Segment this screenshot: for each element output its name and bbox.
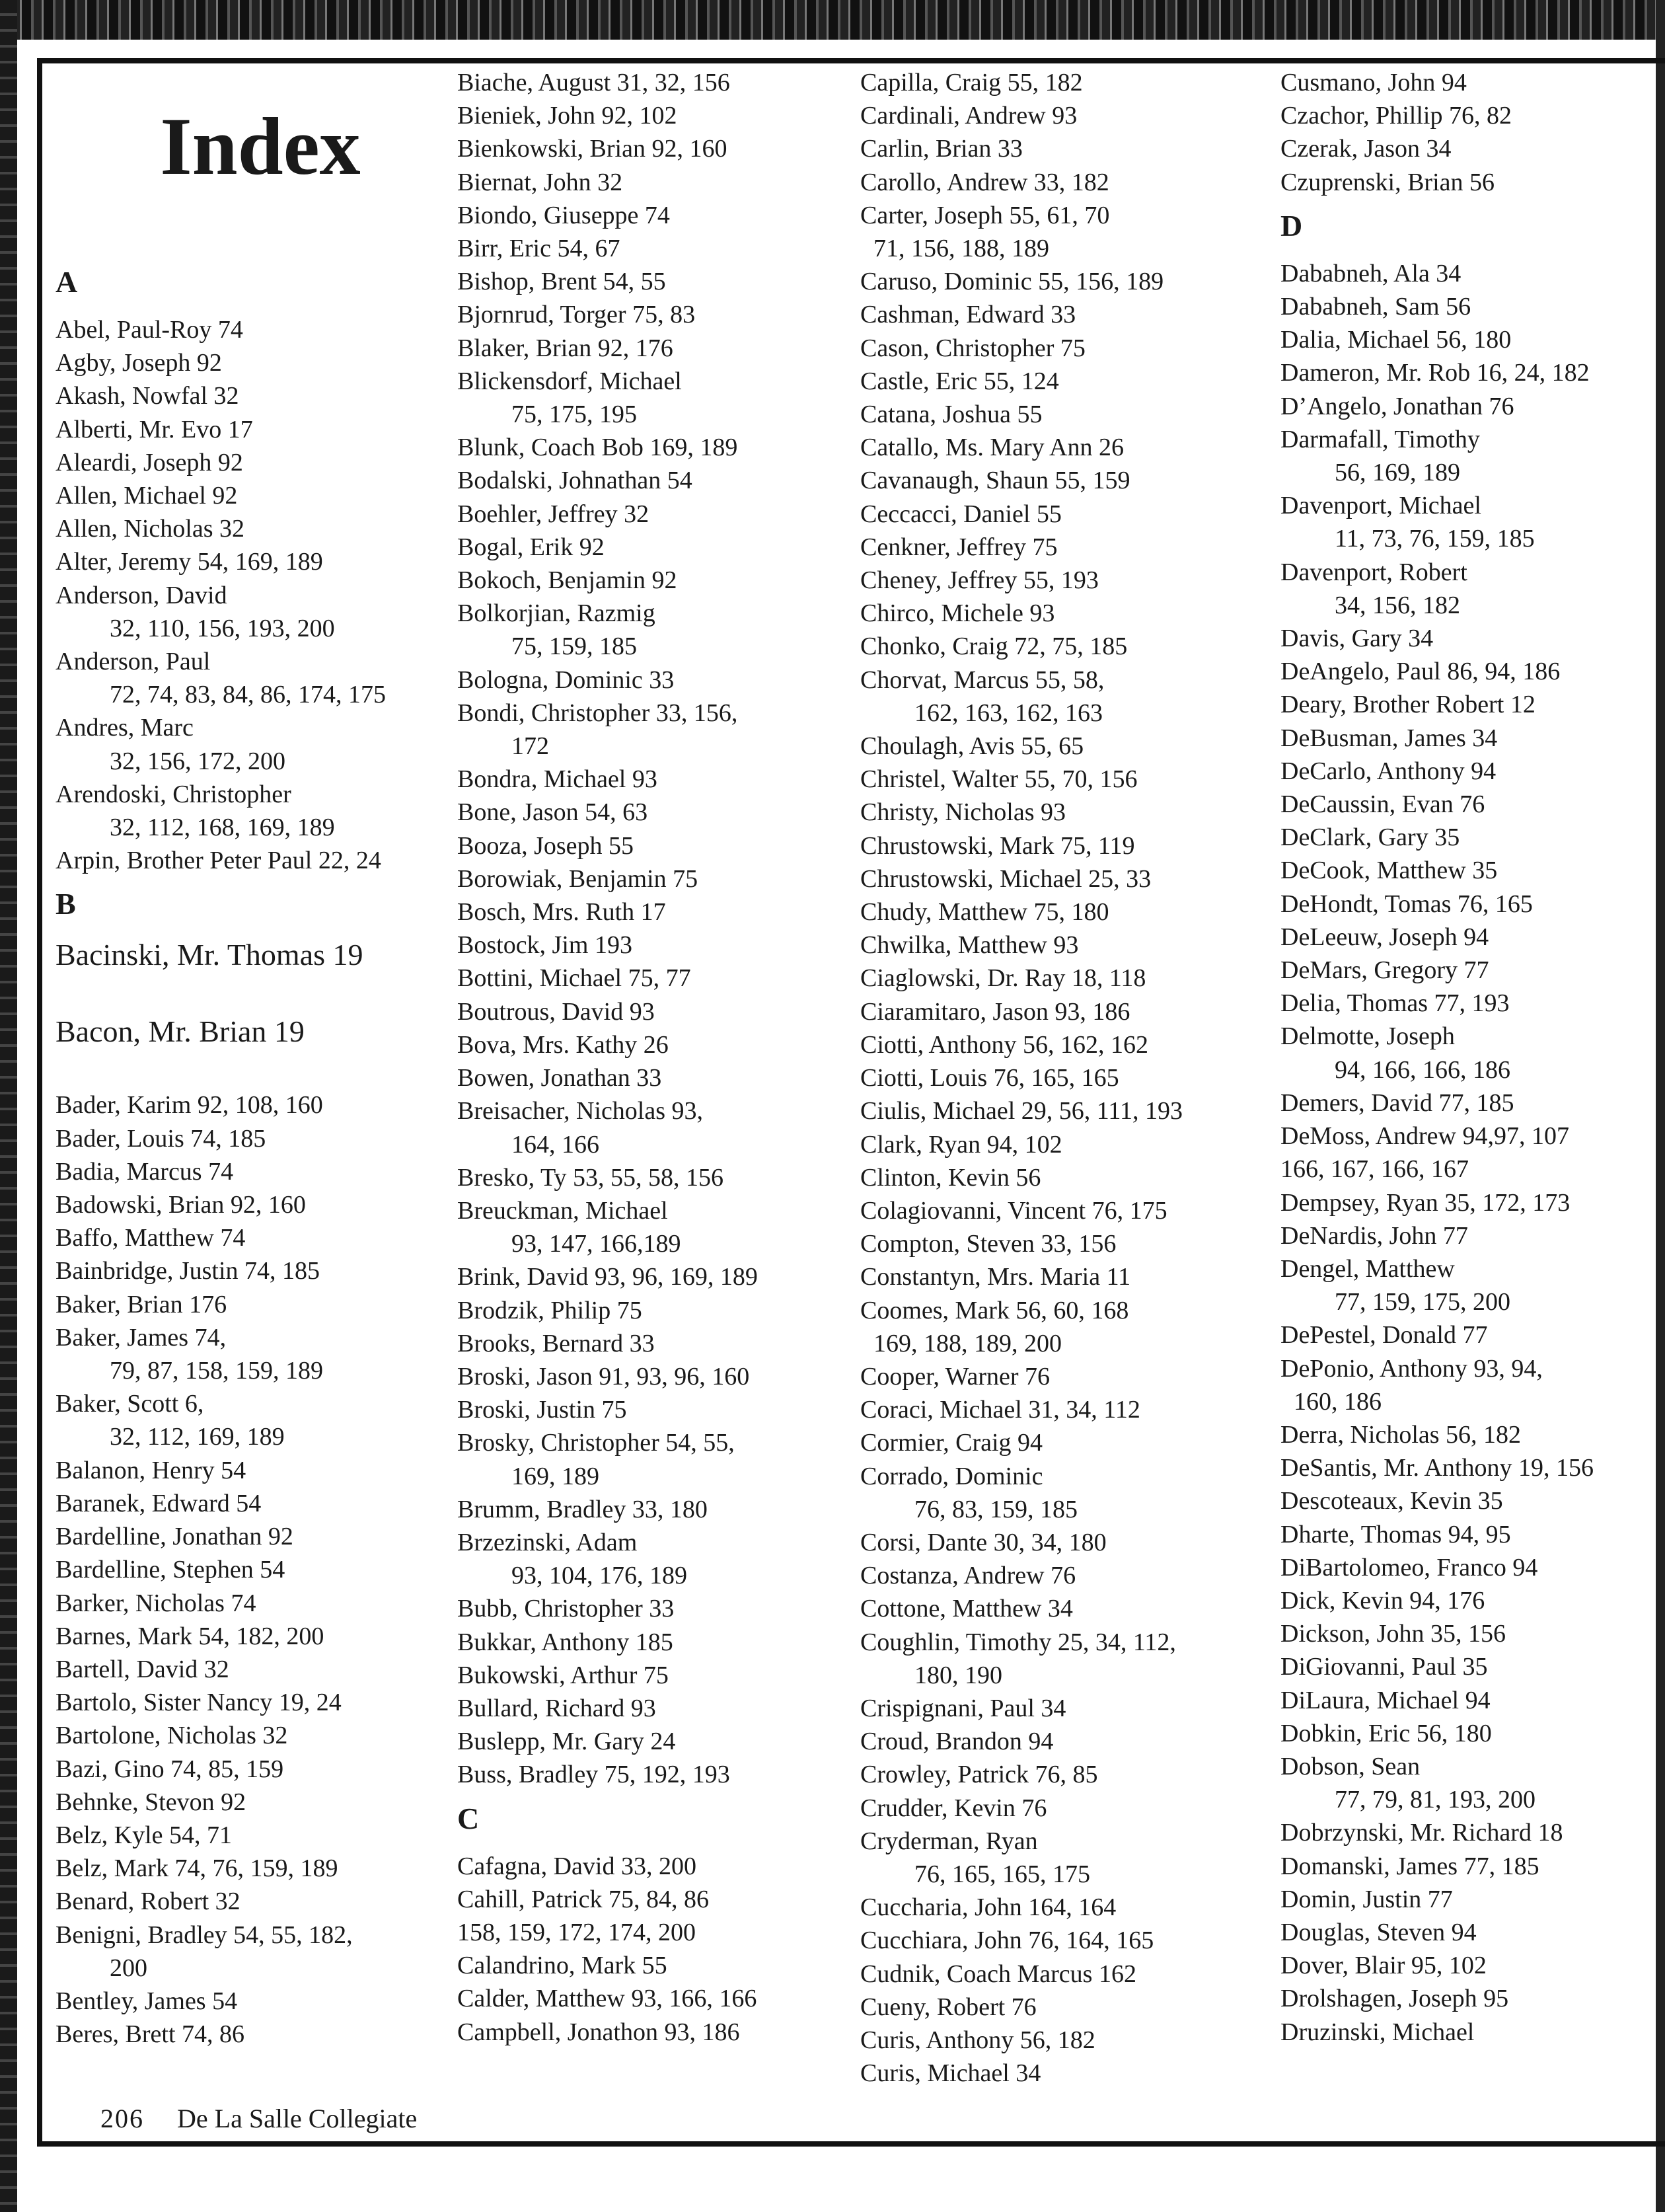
index-entry: Bottini, Michael 75, 77: [457, 964, 691, 993]
index-entry: Bartolone, Nicholas 32: [56, 1722, 288, 1750]
index-entry: Curis, Anthony 56, 182: [860, 2026, 1095, 2054]
index-entry: Bienkowski, Brian 92, 160: [457, 135, 727, 163]
index-entry: Bentley, James 54: [56, 1987, 238, 2015]
index-entry: Badia, Marcus 74: [56, 1157, 234, 1186]
page-footer: [100, 2106, 417, 2132]
index-entry: Booza, Joseph 55: [457, 831, 634, 860]
index-entry: DePestel, Donald 77: [1280, 1321, 1488, 1350]
index-entry: Bukkar, Anthony 185: [457, 1628, 673, 1656]
index-entry: Breisacher, Nicholas 93,: [457, 1097, 704, 1125]
index-entry: DiLaura, Michael 94: [1280, 1686, 1491, 1714]
index-entry: Chorvat, Marcus 55, 58,: [860, 666, 1105, 694]
index-entry: Compton, Steven 33, 156: [860, 1230, 1117, 1258]
index-entry: Caruso, Dominic 55, 156, 189: [860, 268, 1164, 296]
index-entry-continuation: 32, 156, 172, 200: [110, 747, 285, 775]
index-entry-continuation: 32, 112, 169, 189: [110, 1423, 285, 1451]
index-entry-continuation: 200: [110, 1954, 147, 1982]
index-entry: Allen, Nicholas 32: [56, 515, 245, 543]
index-entry: Bishop, Brent 54, 55: [457, 268, 666, 296]
index-entry: Chrustowski, Michael 25, 33: [860, 864, 1152, 893]
index-entry-continuation: 164, 166: [511, 1130, 599, 1159]
index-entry: Bainbridge, Justin 74, 185: [56, 1257, 320, 1285]
index-entry: Cueny, Robert 76: [860, 1993, 1037, 2021]
index-entry: Ciaglowski, Dr. Ray 18, 118: [860, 964, 1146, 993]
index-entry: Czachor, Phillip 76, 82: [1280, 102, 1512, 130]
index-entry: Catana, Joshua 55: [860, 400, 1043, 429]
scan-edge-left: [0, 0, 17, 2212]
index-entry: Buss, Bradley 75, 192, 193: [457, 1761, 730, 1789]
index-entry: Bartolo, Sister Nancy 19, 24: [56, 1689, 342, 1717]
index-entry: Cafagna, David 33, 200: [457, 1852, 696, 1880]
index-entry: Cavanaugh, Shaun 55, 159: [860, 467, 1130, 495]
index-entry: Dharte, Thomas 94, 95: [1280, 1520, 1511, 1548]
index-entry: Chwilka, Matthew 93: [860, 931, 1079, 960]
index-entry: Davenport, Robert: [1280, 558, 1467, 586]
index-entry: Dobson, Sean: [1280, 1752, 1421, 1780]
index-entry: Ciulis, Michael 29, 56, 111, 193: [860, 1097, 1183, 1125]
index-entry: Campbell, Jonathon 93, 186: [457, 2018, 740, 2046]
index-entry: Arendoski, Christopher: [56, 780, 291, 808]
index-entry: Cryderman, Ryan: [860, 1827, 1038, 1855]
column-entries: [1280, 66, 1657, 2049]
index-entry: Alter, Jeremy 54, 169, 189: [56, 548, 323, 576]
index-entry: Constantyn, Mrs. Maria 11: [860, 1263, 1131, 1291]
index-entry: Borowiak, Benjamin 75: [457, 864, 698, 893]
publication-name: De La Salle Collegiate: [177, 2104, 418, 2133]
index-entry-continuation: 169, 188, 189, 200: [873, 1329, 1062, 1357]
index-entry: DeLeeuw, Joseph 94: [1280, 923, 1489, 951]
index-entry: Blunk, Coach Bob 169, 189: [457, 434, 738, 462]
index-entry: Druzinski, Michael: [1280, 2018, 1475, 2046]
index-entry: Cashman, Edward 33: [860, 301, 1076, 329]
index-entry: Chudy, Matthew 75, 180: [860, 898, 1109, 927]
index-entry: Darmafall, Timothy: [1280, 425, 1480, 453]
index-entry: Bodalski, Johnathan 54: [457, 467, 692, 495]
index-entry: Czerak, Jason 34: [1280, 135, 1452, 163]
column-entries: [457, 66, 854, 2049]
index-entry: DeClark, Gary 35: [1280, 823, 1460, 852]
index-entry: Deary, Brother Robert 12: [1280, 691, 1536, 719]
index-entry: Cucchiara, John 76, 164, 165: [860, 1926, 1154, 1955]
index-entry: Davis, Gary 34: [1280, 625, 1434, 653]
index-entry: Dengel, Matthew: [1280, 1254, 1455, 1283]
index-entry: Breuckman, Michael: [457, 1196, 668, 1225]
index-entry: Bader, Karim 92, 108, 160: [56, 1091, 323, 1120]
index-entry: Agby, Joseph 92: [56, 349, 222, 377]
index-entry-continuation: 160, 186: [1294, 1387, 1382, 1416]
index-entry: Brodzik, Philip 75: [457, 1296, 642, 1324]
index-entry: Cason, Christopher 75: [860, 334, 1086, 362]
index-entry: Bartell, David 32: [56, 1655, 229, 1683]
index-entry: Bjornrud, Torger 75, 83: [457, 301, 696, 329]
index-entry-continuation: 56, 169, 189: [1335, 459, 1460, 487]
index-entry: Domanski, James 77, 185: [1280, 1852, 1539, 1880]
index-entry: Carlin, Brian 33: [860, 135, 1023, 163]
scan-edge-top: [0, 0, 1665, 40]
index-entry: DeCarlo, Anthony 94: [1280, 757, 1497, 785]
index-column-1: [56, 101, 452, 2051]
index-entry: Birr, Eric 54, 67: [457, 235, 620, 263]
index-entry: Bolkorjian, Razmig: [457, 599, 655, 628]
index-entry: Boehler, Jeffrey 32: [457, 500, 649, 528]
section-letter: B: [56, 887, 76, 921]
index-entry: Derra, Nicholas 56, 182: [1280, 1420, 1522, 1449]
index-entry-continuation: 77, 159, 175, 200: [1335, 1288, 1510, 1316]
index-entry: Aleardi, Joseph 92: [56, 448, 243, 477]
index-entry: Anderson, David: [56, 581, 227, 609]
section-letter: A: [56, 265, 78, 299]
section-letter: C: [457, 1801, 480, 1835]
index-entry: Crowley, Patrick 76, 85: [860, 1761, 1098, 1789]
index-entry: Bacon, Mr. Brian 19: [56, 1014, 305, 1049]
index-entry: Cheney, Jeffrey 55, 193: [860, 566, 1099, 595]
index-entry-continuation: 71, 156, 188, 189: [873, 235, 1049, 263]
index-entry: Bostock, Jim 193: [457, 931, 632, 960]
index-entry: Bondi, Christopher 33, 156,: [457, 699, 738, 727]
index-entry: Carter, Joseph 55, 61, 70: [860, 201, 1110, 229]
index-entry: Ciaramitaro, Jason 93, 186: [860, 997, 1130, 1026]
index-entry: 158, 159, 172, 174, 200: [457, 1918, 696, 1946]
index-entry: Bologna, Dominic 33: [457, 666, 675, 694]
index-entry: Corrado, Dominic: [860, 1462, 1043, 1490]
index-entry: Capilla, Craig 55, 182: [860, 69, 1083, 96]
index-entry: Belz, Mark 74, 76, 159, 189: [56, 1854, 338, 1883]
index-entry: Delmotte, Joseph: [1280, 1022, 1455, 1051]
index-entry: Colagiovanni, Vincent 76, 175: [860, 1196, 1167, 1225]
index-entry: Cuccharia, John 164, 164: [860, 1893, 1117, 1922]
index-entry: Bogal, Erik 92: [457, 533, 605, 561]
page-number: 206: [100, 2104, 144, 2133]
index-entry: DeAngelo, Paul 86, 94, 186: [1280, 658, 1561, 686]
index-entry: Akash, Nowfal 32: [56, 382, 239, 410]
index-entry: Benigni, Bradley 54, 55, 182,: [56, 1921, 353, 1949]
index-entry: Christy, Nicholas 93: [860, 798, 1066, 827]
index-entry: Bukowski, Arthur 75: [457, 1661, 669, 1689]
index-entry: Baffo, Matthew 74: [56, 1224, 246, 1252]
index-entry: Cooper, Warner 76: [860, 1362, 1051, 1391]
page-title: Index: [160, 101, 361, 192]
index-entry: Barnes, Mark 54, 182, 200: [56, 1622, 324, 1650]
index-entry: Blickensdorf, Michael: [457, 367, 682, 395]
index-entry: DeNardis, John 77: [1280, 1221, 1468, 1250]
index-entry: Ciotti, Anthony 56, 162, 162: [860, 1030, 1148, 1059]
index-entry-continuation: 93, 104, 176, 189: [511, 1562, 687, 1590]
index-entry: Choulagh, Avis 55, 65: [860, 732, 1084, 761]
index-entry: Brosky, Christopher 54, 55,: [457, 1429, 735, 1457]
index-entry: Brzezinski, Adam: [457, 1528, 638, 1556]
index-entry: Domin, Justin 77: [1280, 1885, 1453, 1913]
index-entry: Bresko, Ty 53, 55, 58, 156: [457, 1163, 724, 1192]
index-entry: Dover, Blair 95, 102: [1280, 1952, 1487, 1980]
index-entry: DeMars, Gregory 77: [1280, 956, 1489, 985]
index-entry-continuation: 75, 159, 185: [511, 632, 637, 661]
index-entry: Cormier, Craig 94: [860, 1429, 1043, 1457]
index-entry: DeHondt, Tomas 76, 165: [1280, 890, 1533, 918]
index-entry: Calder, Matthew 93, 166, 166: [457, 1985, 757, 2013]
index-entry: Christel, Walter 55, 70, 156: [860, 765, 1138, 794]
index-entry-continuation: 172: [511, 732, 549, 761]
index-entry: Dababneh, Ala 34: [1280, 259, 1462, 287]
index-entry-continuation: 72, 74, 83, 84, 86, 174, 175: [110, 681, 386, 709]
index-entry: Bieniek, John 92, 102: [457, 102, 677, 130]
index-entry: Ciotti, Louis 76, 165, 165: [860, 1064, 1119, 1092]
index-entry: Baker, Scott 6,: [56, 1390, 204, 1418]
index-entry: Cottone, Matthew 34: [860, 1595, 1073, 1623]
index-entry: Ceccacci, Daniel 55: [860, 500, 1062, 528]
index-entry-continuation: 94, 166, 166, 186: [1335, 1055, 1510, 1084]
index-entry: Curis, Michael 34: [860, 2059, 1041, 2088]
index-entry-continuation: 93, 147, 166,189: [511, 1230, 681, 1258]
index-entry: Balanon, Henry 54: [56, 1456, 246, 1484]
index-entry: Cardinali, Andrew 93: [860, 102, 1078, 130]
index-entry: Calandrino, Mark 55: [457, 1952, 667, 1980]
index-entry: Costanza, Andrew 76: [860, 1562, 1076, 1590]
index-entry: Barker, Nicholas 74: [56, 1589, 256, 1617]
index-entry: Abel, Paul-Roy 74: [56, 316, 243, 344]
index-entry: Biache, August 31, 32, 156: [457, 69, 730, 96]
index-entry: Czuprenski, Brian 56: [1280, 168, 1495, 196]
index-entry: Clinton, Kevin 56: [860, 1163, 1041, 1192]
index-entry: Broski, Justin 75: [457, 1396, 627, 1424]
index-entry: Carollo, Andrew 33, 182: [860, 168, 1109, 196]
index-entry: Benard, Robert 32: [56, 1888, 240, 1916]
index-entry: Crispignani, Paul 34: [860, 1694, 1066, 1722]
index-entry: 166, 167, 166, 167: [1280, 1155, 1469, 1184]
index-entry: Broski, Jason 91, 93, 96, 160: [457, 1362, 750, 1391]
index-entry: Bader, Louis 74, 185: [56, 1124, 266, 1153]
index-entry: Dababneh, Sam 56: [1280, 293, 1471, 321]
index-entry: Drolshagen, Joseph 95: [1280, 1985, 1509, 2013]
index-entry: DePonio, Anthony 93, 94,: [1280, 1354, 1543, 1383]
index-entry: Baker, James 74,: [56, 1323, 227, 1352]
index-entry: Clark, Ryan 94, 102: [860, 1130, 1062, 1159]
index-entry-continuation: 162, 163, 162, 163: [914, 699, 1103, 727]
index-entry: Biernat, John 32: [457, 168, 623, 196]
index-entry: Cusmano, John 94: [1280, 69, 1467, 96]
index-entry: Bullard, Richard 93: [457, 1694, 656, 1722]
index-entry: Beres, Brett 74, 86: [56, 2020, 245, 2049]
index-entry-continuation: 76, 83, 159, 185: [914, 1495, 1078, 1523]
index-entry: Brumm, Bradley 33, 180: [457, 1495, 708, 1523]
column-entries: [860, 66, 1270, 2090]
index-entry: Blaker, Brian 92, 176: [457, 334, 673, 362]
index-entry: Boutrous, David 93: [457, 997, 655, 1026]
index-entry: Bondra, Michael 93: [457, 765, 657, 794]
index-entry: Bardelline, Stephen 54: [56, 1556, 285, 1584]
index-entry: Douglas, Steven 94: [1280, 1918, 1477, 1946]
index-entry: Bacinski, Mr. Thomas 19: [56, 938, 363, 972]
index-entry-continuation: 75, 175, 195: [511, 400, 637, 429]
index-entry: DeBusman, James 34: [1280, 724, 1498, 752]
index-entry: Badowski, Brian 92, 160: [56, 1191, 306, 1219]
index-entry: Arpin, Brother Peter Paul 22, 24: [56, 847, 381, 875]
index-entry: Dameron, Mr. Rob 16, 24, 182: [1280, 359, 1590, 387]
index-entry: Baranek, Edward 54: [56, 1489, 262, 1517]
index-entry: Allen, Michael 92: [56, 482, 238, 510]
index-entry: Dobkin, Eric 56, 180: [1280, 1719, 1492, 1747]
index-entry: Corsi, Dante 30, 34, 180: [860, 1528, 1107, 1556]
index-entry: Coraci, Michael 31, 34, 112: [860, 1396, 1140, 1424]
section-letter: D: [1280, 208, 1303, 243]
index-entry: Bubb, Christopher 33: [457, 1595, 675, 1623]
index-entry: Cudnik, Coach Marcus 162: [860, 1960, 1136, 1988]
index-column-4: [1280, 66, 1657, 2049]
index-entry: DeMoss, Andrew 94,97, 107: [1280, 1122, 1569, 1151]
index-entry: Buslepp, Mr. Gary 24: [457, 1728, 676, 1756]
index-entry-continuation: 79, 87, 158, 159, 189: [110, 1357, 323, 1385]
index-entry-continuation: 180, 190: [914, 1661, 1002, 1689]
index-entry: Bone, Jason 54, 63: [457, 798, 648, 827]
index-entry: Dick, Kevin 94, 176: [1280, 1586, 1485, 1615]
index-entry: Coughlin, Timothy 25, 34, 112,: [860, 1628, 1176, 1656]
index-entry: Chonko, Craig 72, 75, 185: [860, 632, 1128, 661]
index-entry: Brink, David 93, 96, 169, 189: [457, 1263, 758, 1291]
index-entry: Descoteaux, Kevin 35: [1280, 1487, 1503, 1515]
index-entry-continuation: 32, 112, 168, 169, 189: [110, 814, 335, 842]
index-entry: Dickson, John 35, 156: [1280, 1620, 1506, 1648]
index-entry: Cahill, Patrick 75, 84, 86: [457, 1885, 710, 1913]
index-entry: Crudder, Kevin 76: [860, 1794, 1047, 1822]
index-column-3: [860, 66, 1270, 2090]
index-entry: DiBartolomeo, Franco 94: [1280, 1553, 1538, 1582]
index-entry: Baker, Brian 176: [56, 1290, 227, 1318]
index-entry: DeCook, Matthew 35: [1280, 857, 1498, 885]
index-entry: Delia, Thomas 77, 193: [1280, 989, 1510, 1018]
index-entry: Davenport, Michael: [1280, 492, 1481, 520]
index-entry: Croud, Brandon 94: [860, 1728, 1054, 1756]
index-entry: Chrustowski, Mark 75, 119: [860, 831, 1135, 860]
index-entry: Castle, Eric 55, 124: [860, 367, 1059, 395]
index-entry: Bardelline, Jonathan 92: [56, 1523, 293, 1551]
index-entry: DeSantis, Mr. Anthony 19, 156: [1280, 1454, 1594, 1482]
index-entry: Coomes, Mark 56, 60, 168: [860, 1296, 1129, 1324]
column-entries: [56, 267, 452, 2051]
index-entry: Anderson, Paul: [56, 648, 211, 676]
index-entry: Belz, Kyle 54, 71: [56, 1821, 233, 1849]
index-entry: Chirco, Michele 93: [860, 599, 1055, 628]
index-column-2: [457, 66, 854, 2049]
index-entry: Bokoch, Benjamin 92: [457, 566, 677, 595]
index-entry: Behnke, Stevon 92: [56, 1788, 246, 1816]
index-entry-continuation: 34, 156, 182: [1335, 591, 1460, 619]
index-entry: Brooks, Bernard 33: [457, 1329, 655, 1357]
index-entry: D’Angelo, Jonathan 76: [1280, 392, 1514, 420]
index-entry: Bova, Mrs. Kathy 26: [457, 1030, 669, 1059]
index-entry: Dobrzynski, Mr. Richard 18: [1280, 1819, 1563, 1847]
index-entry: Bosch, Mrs. Ruth 17: [457, 898, 666, 927]
index-entry: Dempsey, Ryan 35, 172, 173: [1280, 1188, 1571, 1217]
index-entry-continuation: 169, 189: [511, 1462, 599, 1490]
index-entry: Biondo, Giuseppe 74: [457, 201, 670, 229]
index-entry: DeCaussin, Evan 76: [1280, 790, 1485, 819]
index-entry: Bowen, Jonathan 33: [457, 1064, 662, 1092]
index-entry-continuation: 76, 165, 165, 175: [914, 1860, 1090, 1888]
index-entry: Cenkner, Jeffrey 75: [860, 533, 1058, 561]
index-entry: Bazi, Gino 74, 85, 159: [56, 1755, 284, 1783]
index-entry: DiGiovanni, Paul 35: [1280, 1653, 1488, 1681]
index-entry-continuation: 77, 79, 81, 193, 200: [1335, 1786, 1536, 1814]
index-entry: Catallo, Ms. Mary Ann 26: [860, 434, 1124, 462]
index-entry-continuation: 11, 73, 76, 159, 185: [1335, 525, 1535, 553]
index-entry-continuation: 32, 110, 156, 193, 200: [110, 614, 335, 642]
index-entry: Andres, Marc: [56, 714, 194, 742]
index-entry: Dalia, Michael 56, 180: [1280, 326, 1512, 354]
index-entry: Alberti, Mr. Evo 17: [56, 415, 253, 443]
index-entry: Demers, David 77, 185: [1280, 1088, 1514, 1117]
